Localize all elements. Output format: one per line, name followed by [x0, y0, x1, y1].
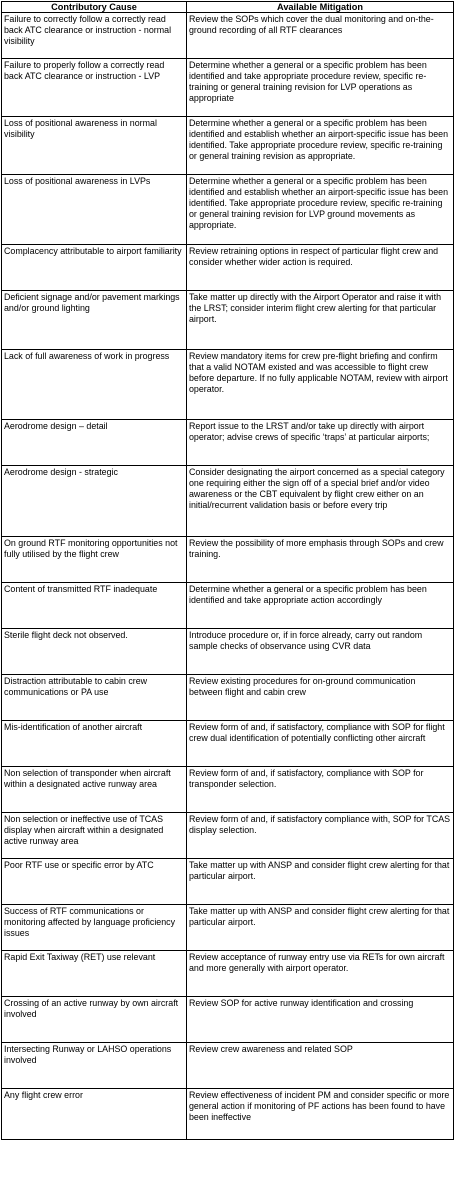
cause-cell: Sterile flight deck not observed. — [2, 629, 187, 675]
mitigation-cell: Review the SOPs which cover the dual monitoring and on-the-ground recording of all RTF clearances — [187, 13, 454, 59]
cause-cell: Success of RTF communications or monitoring affected by language proficiency issues — [2, 905, 187, 951]
table-row — [2, 1089, 454, 1140]
mitigation-cell: Determine whether a general or a specific problem has been identified and establish whether an airport-specific issue has been identified. Take appropriate procedure review, specific re-training or general training revision for LVP ground movements as appropriate. — [187, 175, 454, 245]
mitigation-cell: Determine whether a general or a specific problem has been identified and take appropriate procedure review, specific re-training or general training revision for LVP operations as appropriate — [187, 59, 454, 117]
table-row — [2, 117, 454, 175]
cause-cell: Loss of positional awareness in LVPs — [2, 175, 187, 245]
mitigation-cell: Review effectiveness of incident PM and consider specific or more general action if monitoring of PF actions has been found to have been ineffective — [187, 1089, 454, 1140]
table-row — [2, 537, 454, 583]
mitigation-cell: Review form of and, if satisfactory compliance with, SOP for TCAS display selection. — [187, 813, 454, 859]
cause-cell: Intersecting Runway or LAHSO operations involved — [2, 1043, 187, 1089]
mitigation-cell: Review acceptance of runway entry use via RETs for own aircraft and more generally with airport operator. — [187, 951, 454, 997]
cause-cell: Non selection of transponder when aircraft within a designated active runway area — [2, 767, 187, 813]
mitigation-cell: Review existing procedures for on-ground communication between flight and cabin crew — [187, 675, 454, 721]
header-available-mitigation: Available Mitigation — [187, 2, 454, 13]
cause-cell: Distraction attributable to cabin crew communications or PA use — [2, 675, 187, 721]
cause-cell: Mis-identification of another aircraft — [2, 721, 187, 767]
table-row — [2, 59, 454, 117]
mitigation-cell: Review crew awareness and related SOP — [187, 1043, 454, 1089]
header-row — [2, 2, 454, 13]
cause-cell: Poor RTF use or specific error by ATC — [2, 859, 187, 905]
header-contributory-cause: Contributory Cause — [2, 2, 187, 13]
mitigation-cell: Review the possibility of more emphasis through SOPs and crew training. — [187, 537, 454, 583]
cause-cell: Failure to properly follow a correctly read back ATC clearance or instruction - LVP — [2, 59, 187, 117]
mitigation-cell: Review SOP for active runway identification and crossing — [187, 997, 454, 1043]
table-row — [2, 859, 454, 905]
mitigation-cell: Review retraining options in respect of particular flight crew and consider whether wider action is required. — [187, 245, 454, 291]
table-row — [2, 13, 454, 59]
table-row — [2, 905, 454, 951]
table-row — [2, 291, 454, 350]
cause-cell: Failure to correctly follow a correctly read back ATC clearance or instruction - normal visibility — [2, 13, 187, 59]
table-row — [2, 350, 454, 420]
mitigation-cell: Review form of and, if satisfactory, compliance with SOP for flight crew dual identification of potentially conflicting other aircraft — [187, 721, 454, 767]
mitigation-cell: Review form of and, if satisfactory, compliance with SOP for transponder selection. — [187, 767, 454, 813]
cause-cell: Content of transmitted RTF inadequate — [2, 583, 187, 629]
cause-cell: Rapid Exit Taxiway (RET) use relevant — [2, 951, 187, 997]
table-row — [2, 951, 454, 997]
table-row — [2, 466, 454, 537]
mitigation-table — [1, 1, 454, 1140]
mitigation-cell: Report issue to the LRST and/or take up directly with airport operator; advise crews of specific ‘traps’ at particular airports; — [187, 420, 454, 466]
table-row — [2, 245, 454, 291]
table-row — [2, 767, 454, 813]
table-row — [2, 813, 454, 859]
cause-cell: Non selection or ineffective use of TCAS display when aircraft within a designated active runway area — [2, 813, 187, 859]
mitigation-cell: Review mandatory items for crew pre-flight briefing and confirm that a valid NOTAM existed and was accessible to flight crew before departure. If no fully applicable NOTAM, review with airport operator. — [187, 350, 454, 420]
mitigation-cell: Take matter up directly with the Airport Operator and raise it with the LRST; consider interim flight crew alerting for that particular airport. — [187, 291, 454, 350]
cause-cell: Deficient signage and/or pavement markings and/or ground lighting — [2, 291, 187, 350]
cause-cell: Aerodrome design – detail — [2, 420, 187, 466]
cause-cell: Crossing of an active runway by own aircraft involved — [2, 997, 187, 1043]
table-row — [2, 675, 454, 721]
table-row — [2, 583, 454, 629]
cause-cell: Aerodrome design - strategic — [2, 466, 187, 537]
cause-cell: Lack of full awareness of work in progress — [2, 350, 187, 420]
mitigation-cell: Consider designating the airport concerned as a special category one requiring either the sign off of a special brief and/or video awareness or the CBT equivalent by flight crew either on an initial/recurrent validation basis or before every trip — [187, 466, 454, 537]
table-row — [2, 1043, 454, 1089]
mitigation-cell: Determine whether a general or a specific problem has been identified and establish whether an airport-specific issue has been identified. Take appropriate procedure review, specific re-training or general training revision as appropriate. — [187, 117, 454, 175]
table-row — [2, 997, 454, 1043]
cause-cell: Any flight crew error — [2, 1089, 187, 1140]
table-row — [2, 629, 454, 675]
mitigation-cell: Take matter up with ANSP and consider flight crew alerting for that particular airport. — [187, 859, 454, 905]
mitigation-cell: Introduce procedure or, if in force already, carry out random sample checks of observance using CVR data — [187, 629, 454, 675]
table-row — [2, 721, 454, 767]
mitigation-cell: Take matter up with ANSP and consider flight crew alerting for that particular airport. — [187, 905, 454, 951]
cause-cell: Loss of positional awareness in normal visibility — [2, 117, 187, 175]
table-row — [2, 420, 454, 466]
table-row — [2, 175, 454, 245]
cause-cell: On ground RTF monitoring opportunities not fully utilised by the flight crew — [2, 537, 187, 583]
mitigation-cell: Determine whether a general or a specific problem has been identified and take appropriate action accordingly — [187, 583, 454, 629]
cause-cell: Complacency attributable to airport familiarity — [2, 245, 187, 291]
